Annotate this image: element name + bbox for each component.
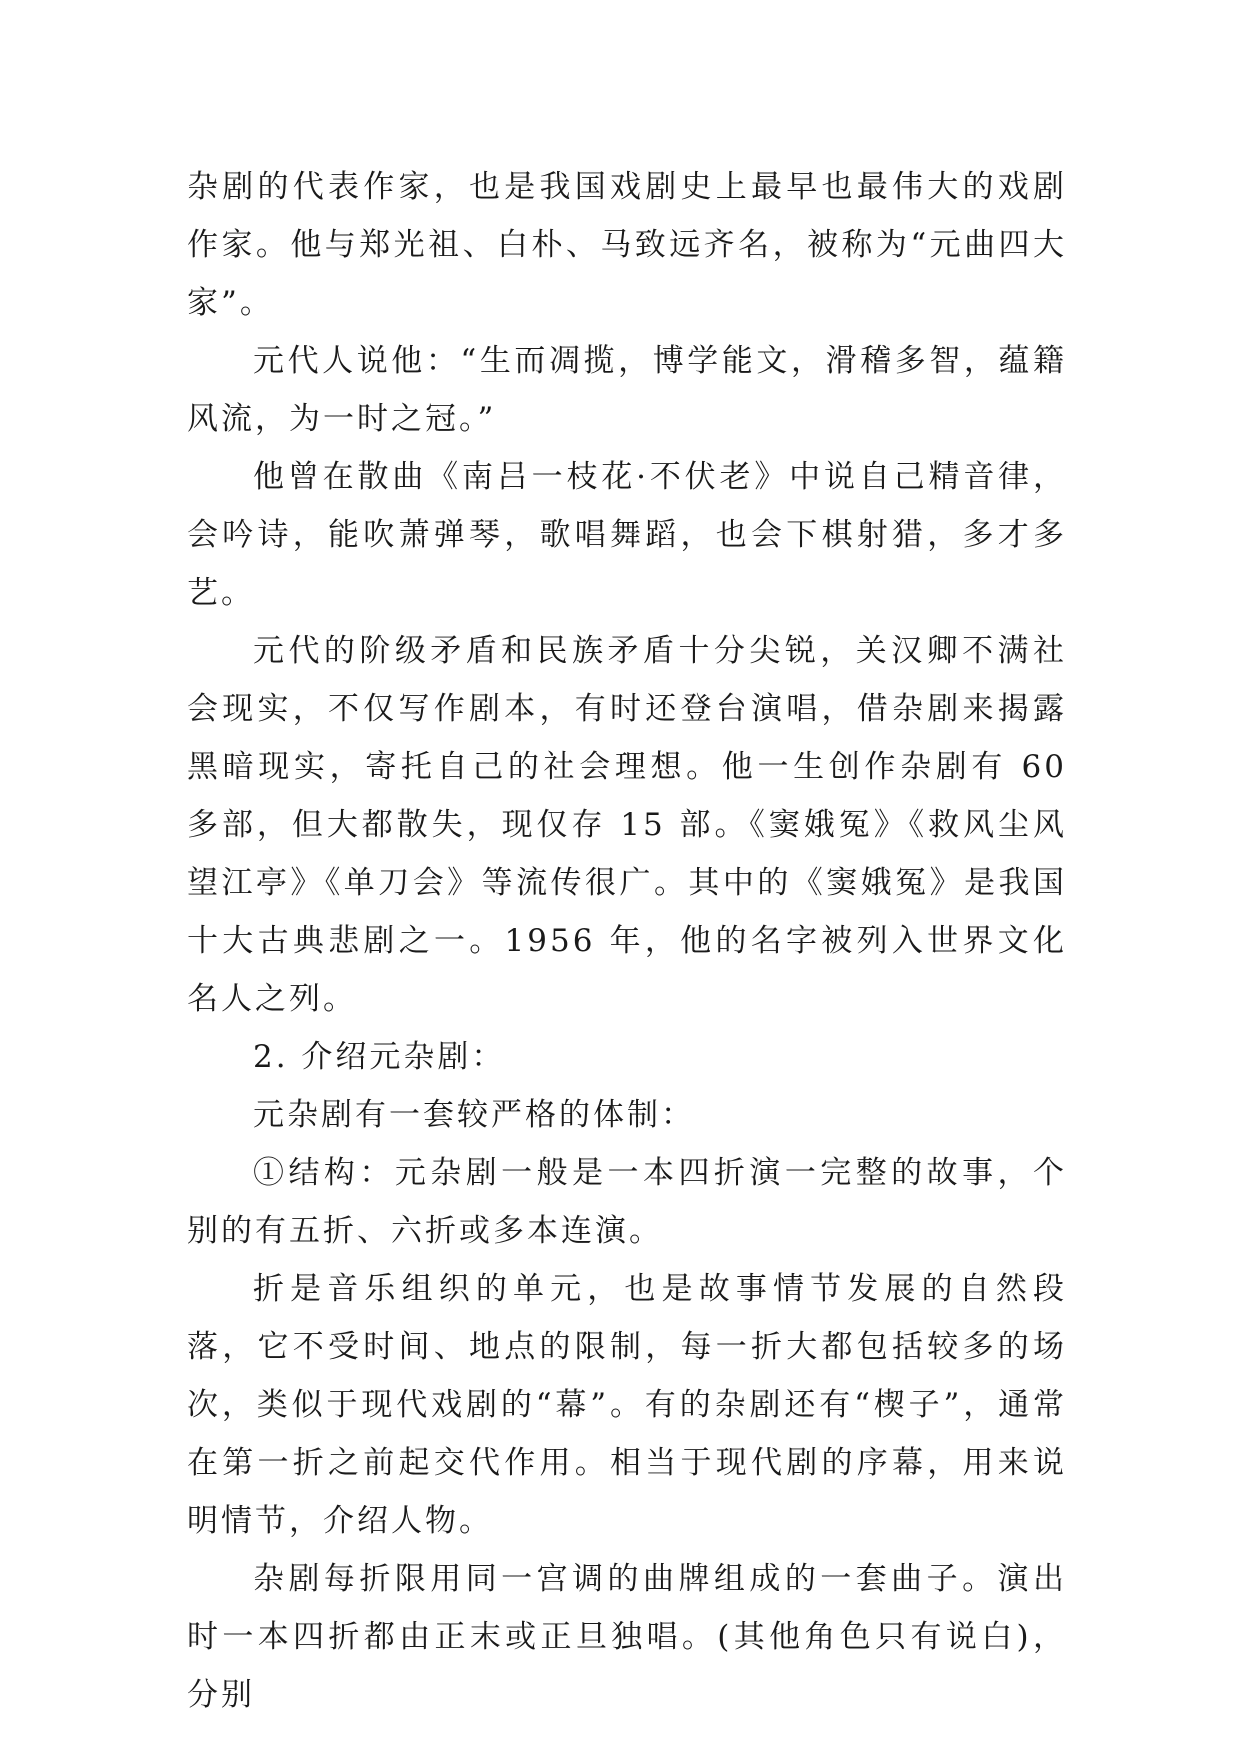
paragraph-9: 杂剧每折限用同一宫调的曲牌组成的一套曲子。演出时一本四折都由正末或正旦独唱。(其他角色只有说白)，分别 — [187, 1561, 1067, 1713]
paragraph-1: 杂剧的代表作家，也是我国戏剧史上最早也最伟大的戏剧作家。他与郑光祖、白朴、马致远齐名，被称为“元曲四大家”。 — [187, 169, 1067, 321]
paragraph-2: 元代人说他：“生而凋揽，博学能文，滑稽多智，蕴籍风流，为一时之冠。” — [187, 343, 1067, 437]
paragraph-5: 2. 介绍元杂剧： — [253, 1039, 506, 1075]
document-body — [187, 158, 1067, 1724]
paragraph-3: 他曾在散曲《南吕一枝花·不伏老》中说自己精音律，会吟诗，能吹萧弹琴，歌唱舞蹈，也会下棋射猎，多才多艺。 — [187, 459, 1067, 611]
paragraph-6: 元杂剧有一套较严格的体制： — [253, 1097, 695, 1133]
paragraph-4: 元代的阶级矛盾和民族矛盾十分尖锐，关汉卿不满社会现实，不仅写作剧本，有时还登台演唱，借杂剧来揭露黑暗现实，寄托自己的社会理想。他一生创作杂剧有 60 多部，但大都散失，现仅存 15 部。《窦娥冤》《救风尘风望江亭》《单刀会》等流传很广。其中的《窦娥冤》是我国十大古典悲剧之一。1956 年，他的名字被列入世界文化名人之列。 — [187, 633, 1067, 1017]
paragraph-7: ①结构：元杂剧一般是一本四折演一完整的故事，个别的有五折、六折或多本连演。 — [187, 1155, 1067, 1249]
paragraph-8: 折是音乐组织的单元，也是故事情节发展的自然段落，它不受时间、地点的限制，每一折大都包括较多的场次，类似于现代戏剧的“幕”。有的杂剧还有“楔子”，通常在第一折之前起交代作用。相当于现代剧的序幕，用来说明情节，介绍人物。 — [187, 1271, 1067, 1539]
